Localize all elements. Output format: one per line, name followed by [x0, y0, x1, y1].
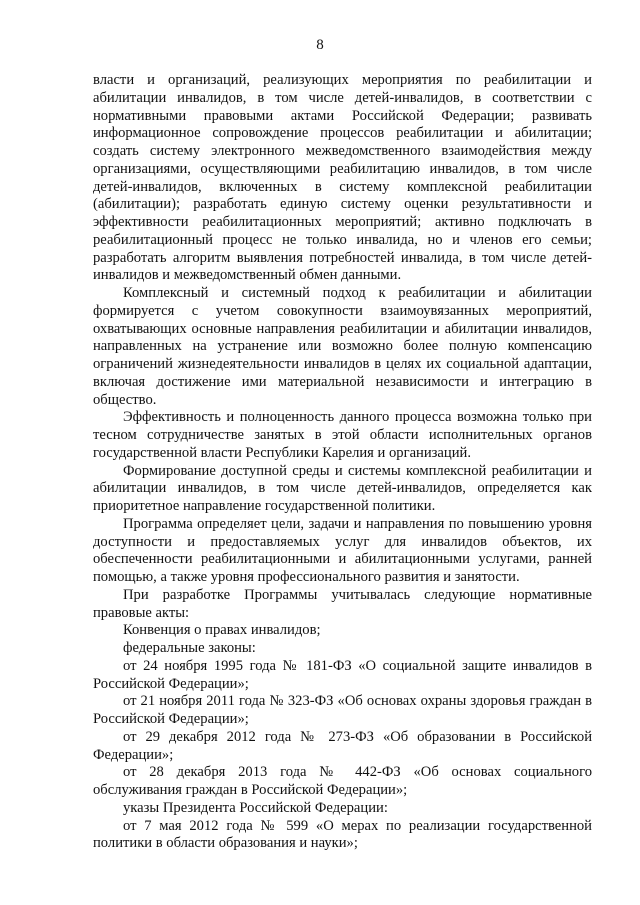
paragraph: власти и организаций, реализующих мероприятия по реабилитации и абилитации инвалидов, в том числе детей-инвалидов, в соответствии с нормативными правовыми актами Российской Федерации; развивать информационное сопровождение процессов реабилитации и абилитации; создать систему электронного межведомственного взаимодействия между организациями, осуществляющими реабилитацию инвалидов, в том числе детей-инвалидов, включенных в систему комплексной реабилитации (абилитации); разработать единую систему оценки результативности и эффективности реабилитационных мероприятий; активно подключать в реабилитационный процесс не только инвалида, но и членов его семьи; разработать алгоритм выявления потребностей инвалида, в том числе детей-инвалидов и межведомственный обмен данными.: [93, 72, 592, 284]
page-number: 8: [316, 37, 324, 53]
paragraph: Формирование доступной среды и системы комплексной реабилитации и абилитации инвалидов, в том числе детей-инвалидов, определяется как приоритетное направление государственной политики.: [93, 462, 592, 514]
paragraph: Программа определяет цели, задачи и направления по повышению уровня доступности и предоставляемых услуг для инвалидов объектов, их обеспеченности реабилитационными и абилитационными услугами, ранней помощью, а также уровня профессионального развития и занятости.: [93, 515, 592, 585]
paragraph: Комплексный и системный подход к реабилитации и абилитации формируется с учетом совокупности взаимоувязанных мероприятий, охватывающих основные направления реабилитации и абилитации инвалидов, направленных на устранение или возможно более полную компенсацию ограничений жизнедеятельности инвалидов в целях их социальной адаптации, включая достижение ими материальной независимости и интеграцию в общество.: [93, 285, 592, 408]
paragraph: от 21 ноября 2011 года № 323-ФЗ «Об основах охраны здоровья граждан в Российской Федерации»;: [93, 693, 592, 727]
paragraph: от 29 декабря 2012 года № 273-ФЗ «Об образовании в Российской Федерации»;: [93, 728, 592, 763]
paragraph: федеральные законы:: [123, 640, 256, 656]
paragraph: Эффективность и полноценность данного процесса возможна только при тесном сотрудничестве занятых в этой области исполнительных органов государственной власти Республики Карелия и организаций.: [93, 409, 592, 461]
paragraph: от 7 мая 2012 года № 599 «О мерах по реализации государственной политики в области образования и науки»;: [93, 817, 592, 852]
paragraph: от 24 ноября 1995 года № 181-ФЗ «О социальной защите инвалидов в Российской Федерации»;: [93, 657, 592, 692]
paragraph: от 28 декабря 2013 года № 442-ФЗ «Об основах социального обслуживания граждан в Российской Федерации»;: [93, 764, 592, 798]
paragraph: При разработке Программы учитывалась следующие нормативные правовые акты:: [93, 586, 592, 621]
document-body: [93, 72, 592, 853]
paragraph: Конвенция о правах инвалидов;: [123, 622, 321, 639]
paragraph: указы Президента Российской Федерации:: [123, 799, 388, 816]
